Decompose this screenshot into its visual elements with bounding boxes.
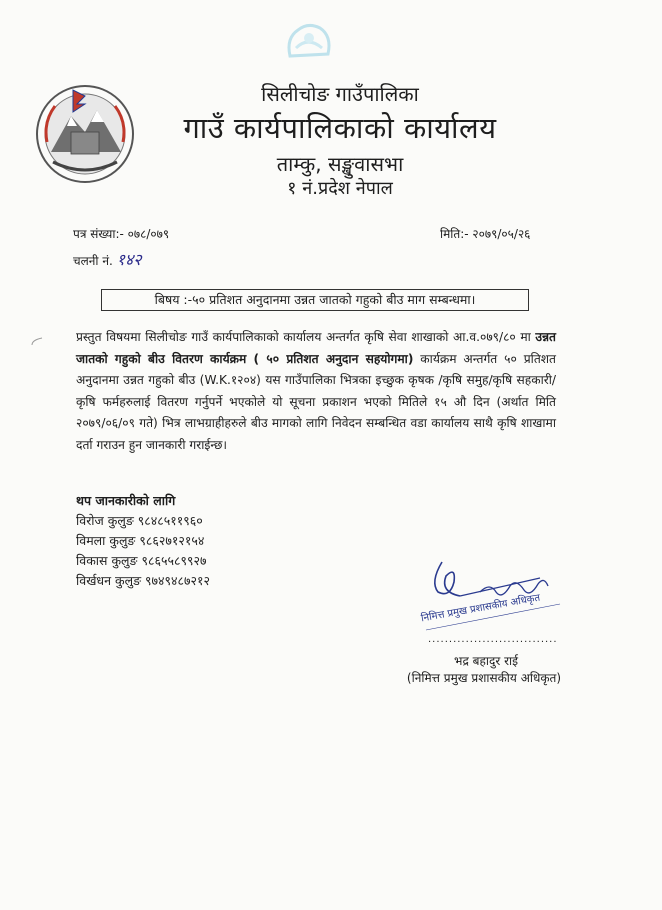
contact-item: विर्खधन कुलुङ ९७४९४८७२१२ <box>76 573 211 588</box>
signature-dotted-line: ............................... <box>428 634 558 645</box>
signatory-name: भद्र बहादुर राई <box>454 654 518 668</box>
municipality-name: सिलीचोङ गाउँपालिका <box>261 82 419 106</box>
subject-box: बिषय :-५० प्रतिशत अनुदानमा उन्नत जातको गहुको बीउ माग सम्बन्धमा। <box>101 289 529 311</box>
body-part-1: प्रस्तुत विषयमा सिलीचोङ गाउँ कार्यपालिकाको कार्यालय अन्तर्गत कृषि सेवा शाखाको आ.व.०७९/८० मा <box>76 330 536 344</box>
chalani-number-row <box>73 248 142 270</box>
contact-item: विरोज कुलुङ ९८४८५११९६० <box>76 513 203 528</box>
chalani-number: १४२ <box>116 250 142 269</box>
office-name: गाउँ कार्यपालिकाको कार्यालय <box>183 111 497 145</box>
notice-body <box>76 327 556 456</box>
handwritten-signature <box>420 552 570 637</box>
contact-section <box>76 491 210 591</box>
watermark-logo-icon <box>278 18 340 70</box>
margin-mark-icon <box>30 336 44 346</box>
official-stamp-text: निमित्त प्रमुख प्रशासकीय अधिकृत <box>420 592 541 625</box>
office-location: ताम्कु, सङ्खुवासभा <box>276 152 404 176</box>
body-part-2: कार्यक्रम अन्तर्गत ५० प्रतिशत अनुदानमा उन्नत गहुको बीउ (W.K.१२०४) यस गाउँपालिका भित्रका इच्छुक कृषक /कृषि समुह/कृषि सहकारी/कृषि फर्महरुलाई वितरण गर्नुपर्ने भएकोले यो सूचना प्रकाशन भएको मितिले १५ औ दिन (अर्थात मिति २०७९/०६/०९ गते) भित्र लाभग्राहीहरुले बीउ मागको लागि निवेदन सम्बन्धित वडा कार्यालय साथै कृषि शाखामा दर्ता गराउन हुन जानकारी गराईन्छ। <box>76 351 556 452</box>
signatory-title: (निमित्त प्रमुख प्रशासकीय अधिकृत) <box>406 671 562 685</box>
chalani-label: चलनी नं. <box>73 254 113 268</box>
province-name: १ नं.प्रदेश नेपाल <box>287 178 393 199</box>
contact-item: विमला कुलुङ ९८६२७१२१५४ <box>76 533 205 548</box>
letter-date: मिति:- २०७९/०५/२६ <box>440 227 531 241</box>
reference-number: पत्र संख्या:- ०७८/०७९ <box>73 227 170 241</box>
contact-item: विकास कुलुङ ९८६५५८९९२७ <box>76 553 207 568</box>
body-bold-program: उन्नत जातको गहुको बीउ वितरण कार्यक्रम ( ५० प्रतिशत अनुदान सहयोगमा) <box>76 330 556 366</box>
contact-title: थप जानकारीको लागि <box>76 493 176 508</box>
